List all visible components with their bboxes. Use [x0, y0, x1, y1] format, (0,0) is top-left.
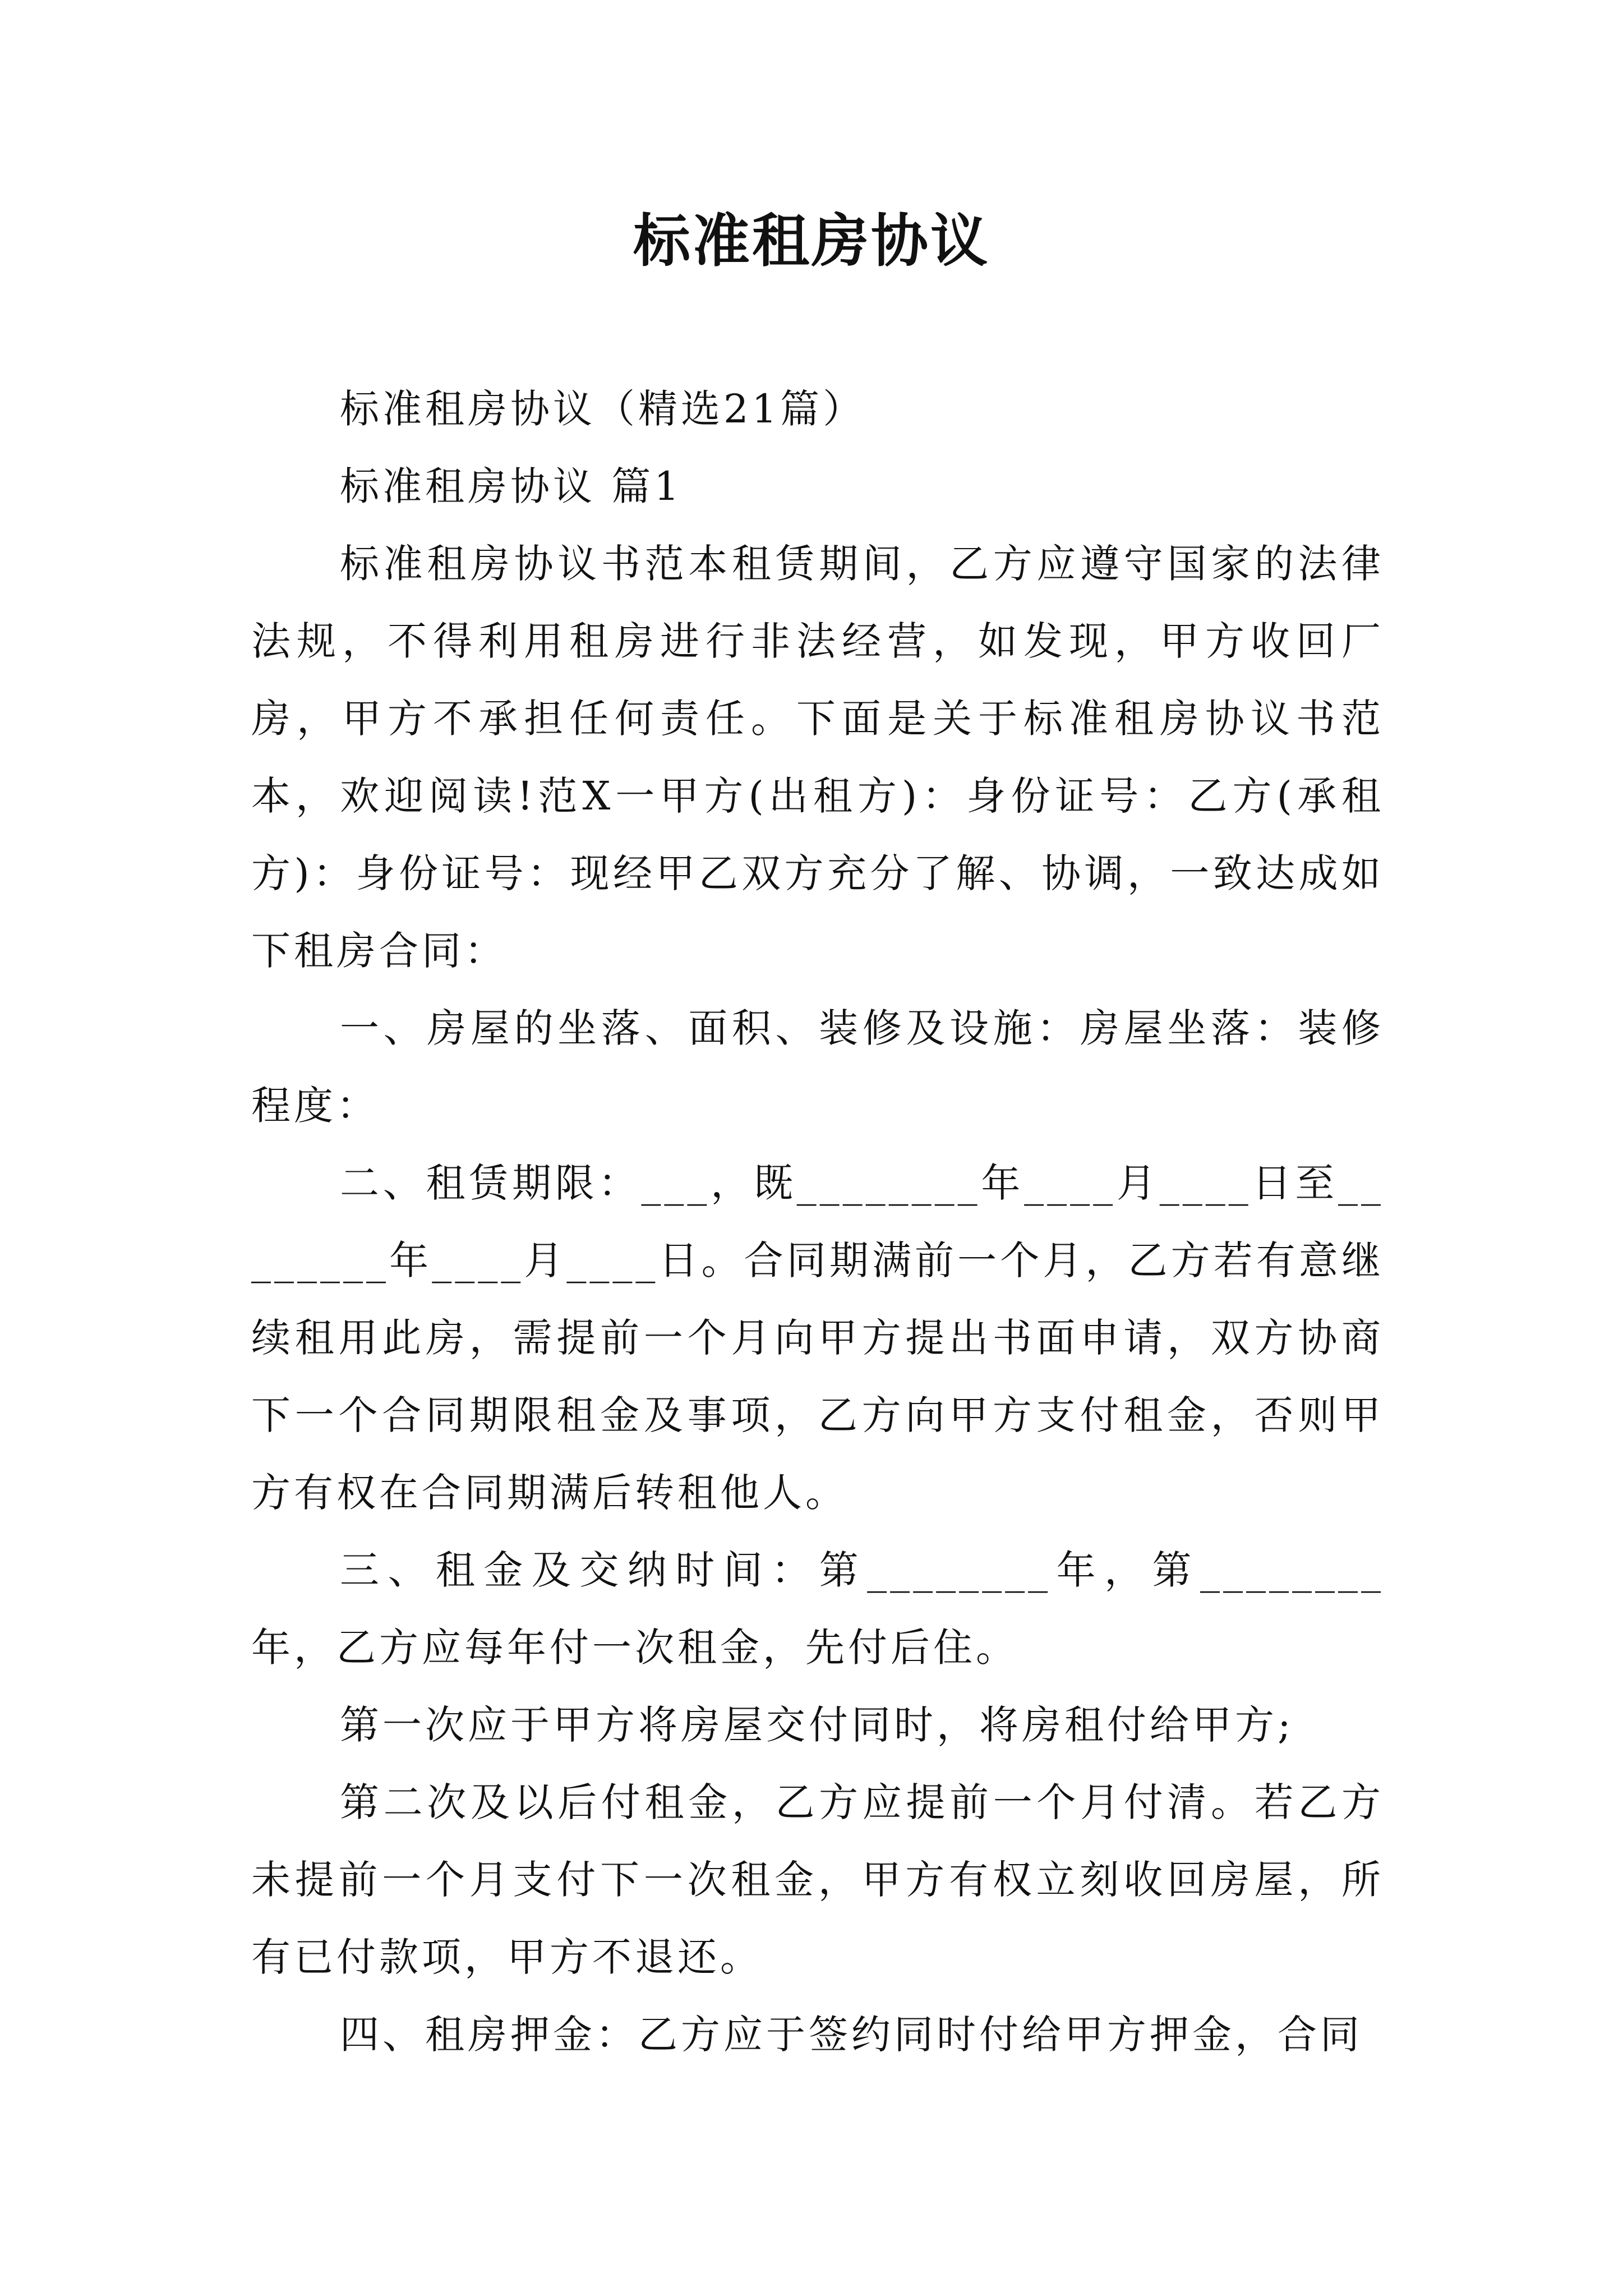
paragraph-later-payment: 第二次及以后付租金，乙方应提前一个月付清。若乙方未提前一个月支付下一次租金，甲方有权立刻收回房屋，所有已付款项，甲方不退还。	[251, 1779, 1384, 1980]
document-body	[251, 370, 1384, 2073]
paragraph-clause-1: 一、房屋的坐落、面积、装修及设施：房屋坐落：装修程度：	[251, 1005, 1384, 1129]
paragraph-section-heading: 标准租房协议 篇1	[340, 463, 683, 509]
paragraph-intro: 标准租房协议书范本租赁期间，乙方应遵守国家的法律法规，不得利用租房进行非法经营，如发现，甲方收回厂房，甲方不承担任何责任。下面是关于标准租房协议书范本，欢迎阅读!范X一甲方(出租方)：身份证号：乙方(承租方)：身份证号：现经甲乙双方充分了解、协调，一致达成如下租房合同：	[251, 541, 1384, 974]
paragraph-first-payment: 第一次应于甲方将房屋交付同时，将房租付给甲方;	[340, 1702, 1294, 1748]
paragraph-clause-3: 三、租金及交纳时间：第________年，第________年，乙方应每年付一次租金，先付后住。	[251, 1547, 1384, 1671]
paragraph-clause-4: 四、租房押金：乙方应于签约同时付给甲方押金，合同	[340, 2012, 1363, 2058]
document-title: 标准租房协议	[633, 208, 990, 275]
paragraph-clause-2: 二、租赁期限：___，既________年____月____日至________年____月____日。合同期满前一个月，乙方若有意继续租用此房，需提前一个月向甲方提出书面申请，双方协商下一个合同期限租金及事项，乙方向甲方支付租金，否则甲方有权在合同期满后转租他人。	[251, 1160, 1384, 1516]
paragraph-subtitle: 标准租房协议（精选21篇）	[340, 386, 866, 432]
